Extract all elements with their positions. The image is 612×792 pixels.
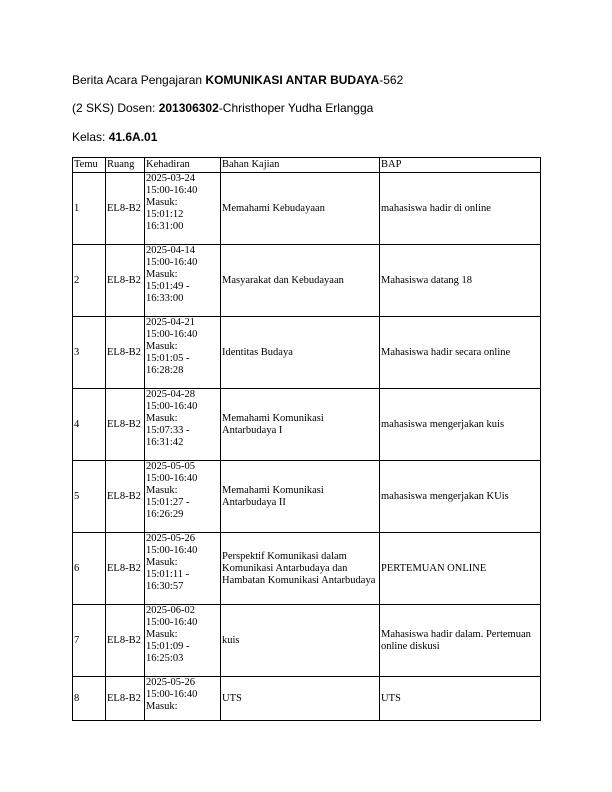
cell-bap: PERTEMUAN ONLINE [380,533,541,605]
cell-ruang: EL8-B2 [106,389,145,461]
cell-ruang: EL8-B2 [106,533,145,605]
cell-bap: Mahasiswa datang 18 [380,245,541,317]
cell-bahan-kajian: Memahami Kebudayaan [221,173,380,245]
cell-bap: mahasiswa mengerjakan KUis [380,461,541,533]
kehadiran-time: 15:00-16:40 [146,689,198,700]
cell-kehadiran [145,461,221,533]
kehadiran-date: 2025-04-21 [146,317,195,328]
cell-kehadiran [145,389,221,461]
kehadiran-masuk-label: Masuk: [146,701,178,712]
kehadiran-time: 15:00-16:40 [146,329,198,340]
table-row [73,677,541,721]
lecturer-id: 201306302 [158,101,219,115]
cell-kehadiran [145,173,221,245]
table-row [73,317,541,389]
table-row [73,533,541,605]
kehadiran-date: 2025-05-26 [146,533,195,544]
cell-bahan-kajian: Masyarakat dan Kebudayaan [221,245,380,317]
kehadiran-date: 2025-06-02 [146,605,195,616]
lecturer-name: -Christhoper Yudha Erlangga [218,101,374,115]
cell-kehadiran [145,605,221,677]
teaching-record-table [72,157,541,721]
cell-temu: 7 [73,605,106,677]
cell-kehadiran [145,533,221,605]
kehadiran-masuk-label: Masuk: [146,197,178,208]
cell-bap: Mahasiswa hadir dalam. Pertemuan online diskusi [380,605,541,677]
course-code: -562 [379,73,404,87]
course-name: KOMUNIKASI ANTAR BUDAYA [205,73,380,87]
cell-bap: UTS [380,677,541,721]
kehadiran-masuk-label: Masuk: [146,269,178,280]
cell-bahan-kajian: Memahami Komunikasi Antarbudaya II [221,461,380,533]
cell-ruang: EL8-B2 [106,173,145,245]
kehadiran-time: 15:00-16:40 [146,401,198,412]
kehadiran-masuk-label: Masuk: [146,413,178,424]
col-header-temu: Temu [73,158,106,173]
col-header-kehadiran: Kehadiran [145,158,221,173]
table-row [73,461,541,533]
cell-bahan-kajian: Memahami Komunikasi Antarbudaya I [221,389,380,461]
table-row [73,605,541,677]
cell-temu: 2 [73,245,106,317]
kehadiran-date: 2025-03-24 [146,173,195,184]
class-prefix: Kelas: [72,130,109,144]
table-row [73,245,541,317]
title-prefix: Berita Acara Pengajaran [72,73,206,87]
kehadiran-time: 15:00-16:40 [146,617,198,628]
cell-temu: 3 [73,317,106,389]
cell-kehadiran [145,245,221,317]
kehadiran-masuk: 15:01:05 - 16:28:28 [146,353,190,376]
cell-bahan-kajian: kuis [221,605,380,677]
cell-bahan-kajian: UTS [221,677,380,721]
cell-bap: Mahasiswa hadir secara online [380,317,541,389]
kehadiran-date: 2025-04-28 [146,389,195,400]
table-row [73,173,541,245]
table-header-row [73,158,541,173]
kehadiran-masuk-label: Masuk: [146,485,178,496]
cell-temu: 6 [73,533,106,605]
kehadiran-time: 15:00-16:40 [146,545,198,556]
cell-ruang: EL8-B2 [106,317,145,389]
class-code: 41.6A.01 [108,130,158,144]
table-row [73,389,541,461]
kehadiran-masuk: 15:01:12 16:31:00 [146,209,184,232]
kehadiran-date: 2025-05-05 [146,461,195,472]
lecturer-line [72,101,373,115]
lecturer-prefix: (2 SKS) Dosen: [72,101,159,115]
cell-ruang: EL8-B2 [106,677,145,721]
col-header-bahan-kajian: Bahan Kajian [221,158,380,173]
cell-ruang: EL8-B2 [106,461,145,533]
cell-bap: mahasiswa hadir di online [380,173,541,245]
cell-kehadiran [145,677,221,721]
cell-kehadiran [145,317,221,389]
kehadiran-masuk: 15:07:33 - 16:31:42 [146,425,190,448]
cell-temu: 5 [73,461,106,533]
kehadiran-date: 2025-04-14 [146,245,195,256]
kehadiran-masuk-label: Masuk: [146,557,178,568]
cell-temu: 1 [73,173,106,245]
kehadiran-masuk: 15:01:49 - 16:33:00 [146,281,190,304]
cell-temu: 4 [73,389,106,461]
kehadiran-masuk: 15:01:27 - 16:26:29 [146,497,190,520]
kehadiran-time: 15:00-16:40 [146,257,198,268]
cell-ruang: EL8-B2 [106,245,145,317]
kehadiran-masuk-label: Masuk: [146,629,178,640]
cell-bahan-kajian: Identitas Budaya [221,317,380,389]
kehadiran-masuk: 15:01:11 - 16:30:57 [146,569,190,592]
cell-temu: 8 [73,677,106,721]
kehadiran-time: 15:00-16:40 [146,185,198,196]
title-line [72,73,403,87]
cell-bahan-kajian: Perspektif Komunikasi dalam Komunikasi Antarbudaya dan Hambatan Komunikasi Antarbudaya [221,533,380,605]
kehadiran-masuk-label: Masuk: [146,341,178,352]
col-header-ruang: Ruang [106,158,145,173]
cell-bap: mahasiswa mengerjakan kuis [380,389,541,461]
col-header-bap: BAP [380,158,541,173]
kehadiran-masuk: 15:01:09 - 16:25:03 [146,641,190,664]
cell-ruang: EL8-B2 [106,605,145,677]
kehadiran-time: 15:00-16:40 [146,473,198,484]
kehadiran-date: 2025-05-26 [146,677,195,688]
class-line [72,130,157,144]
